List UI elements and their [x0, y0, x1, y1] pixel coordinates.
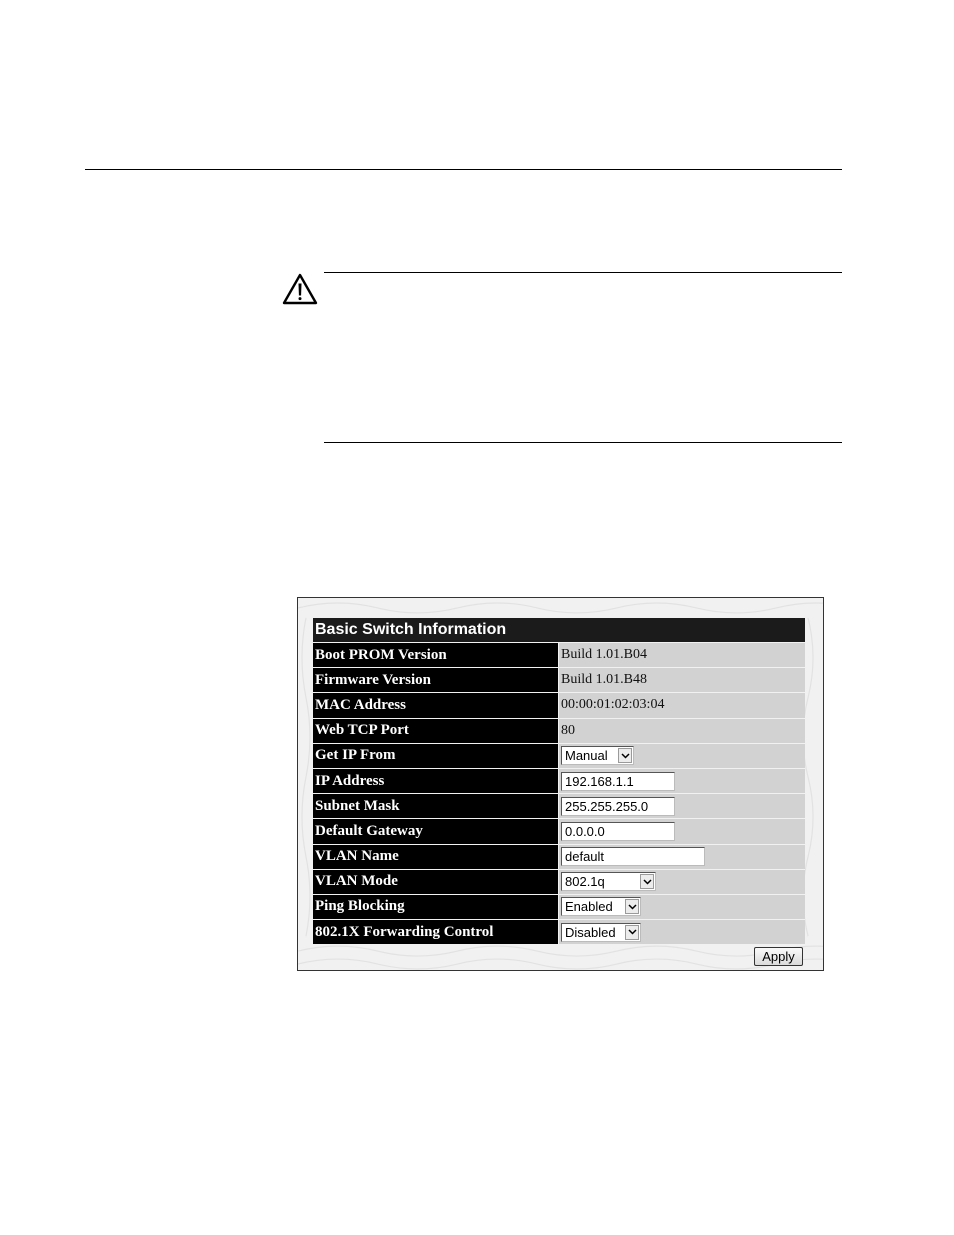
chevron-down-icon[interactable] — [618, 748, 632, 763]
label-vlan-mode: VLAN Mode — [313, 870, 558, 894]
value-mac-address: 00:00:01:02:03:04 — [561, 697, 665, 713]
label-8021x-forwarding-control: 802.1X Forwarding Control — [313, 920, 558, 944]
label-vlan-name: VLAN Name — [313, 845, 558, 869]
label-subnet-mask: Subnet Mask — [313, 794, 558, 818]
default-gateway-input[interactable]: 0.0.0.0 — [561, 822, 675, 841]
vlan-name-input[interactable]: default — [561, 847, 705, 866]
label-get-ip-from: Get IP From — [313, 744, 558, 768]
row-boot-prom-version — [313, 642, 805, 667]
vlan-mode-select[interactable] — [561, 872, 656, 891]
label-default-gateway: Default Gateway — [313, 819, 558, 843]
row-default-gateway — [313, 818, 805, 843]
value-web-tcp-port: 80 — [561, 722, 575, 738]
label-web-tcp-port: Web TCP Port — [313, 719, 558, 743]
value-boot-prom-version: Build 1.01.B04 — [561, 647, 647, 663]
chevron-down-icon[interactable] — [625, 925, 639, 940]
subnet-mask-input[interactable]: 255.255.255.0 — [561, 797, 675, 816]
get-ip-from-select[interactable] — [561, 746, 634, 765]
label-mac-address: MAC Address — [313, 693, 558, 717]
vlan-mode-value: 802.1q — [565, 874, 605, 890]
ping-blocking-select[interactable] — [561, 897, 641, 916]
row-vlan-mode — [313, 869, 805, 894]
label-ping-blocking: Ping Blocking — [313, 895, 558, 919]
top-divider — [85, 169, 842, 170]
caution-triangle-icon — [282, 273, 318, 305]
chevron-down-icon[interactable] — [640, 874, 654, 889]
row-mac-address — [313, 692, 805, 717]
label-firmware-version: Firmware Version — [313, 668, 558, 692]
row-vlan-name — [313, 844, 805, 869]
row-get-ip-from — [313, 743, 805, 768]
apply-button[interactable]: Apply — [754, 947, 803, 966]
8021x-forwarding-control-select[interactable] — [561, 923, 641, 942]
ip-address-input[interactable]: 192.168.1.1 — [561, 772, 675, 791]
label-boot-prom-version: Boot PROM Version — [313, 643, 558, 667]
chevron-down-icon[interactable] — [625, 899, 639, 914]
row-ping-blocking — [313, 894, 805, 919]
caution-top-divider — [324, 272, 842, 273]
8021x-forwarding-control-value: Disabled — [565, 924, 616, 940]
apply-row — [313, 944, 805, 968]
row-8021x-forwarding-control — [313, 919, 805, 944]
row-web-tcp-port — [313, 718, 805, 743]
row-subnet-mask — [313, 793, 805, 818]
value-firmware-version: Build 1.01.B48 — [561, 672, 647, 688]
caution-bottom-divider — [324, 442, 842, 443]
row-firmware-version — [313, 667, 805, 692]
panel-title: Basic Switch Information — [313, 618, 805, 642]
basic-switch-info-panel — [313, 618, 805, 968]
row-ip-address — [313, 768, 805, 793]
ping-blocking-value: Enabled — [565, 899, 613, 915]
get-ip-from-value: Manual — [565, 748, 608, 764]
screenshot-frame — [297, 597, 824, 971]
label-ip-address: IP Address — [313, 769, 558, 793]
